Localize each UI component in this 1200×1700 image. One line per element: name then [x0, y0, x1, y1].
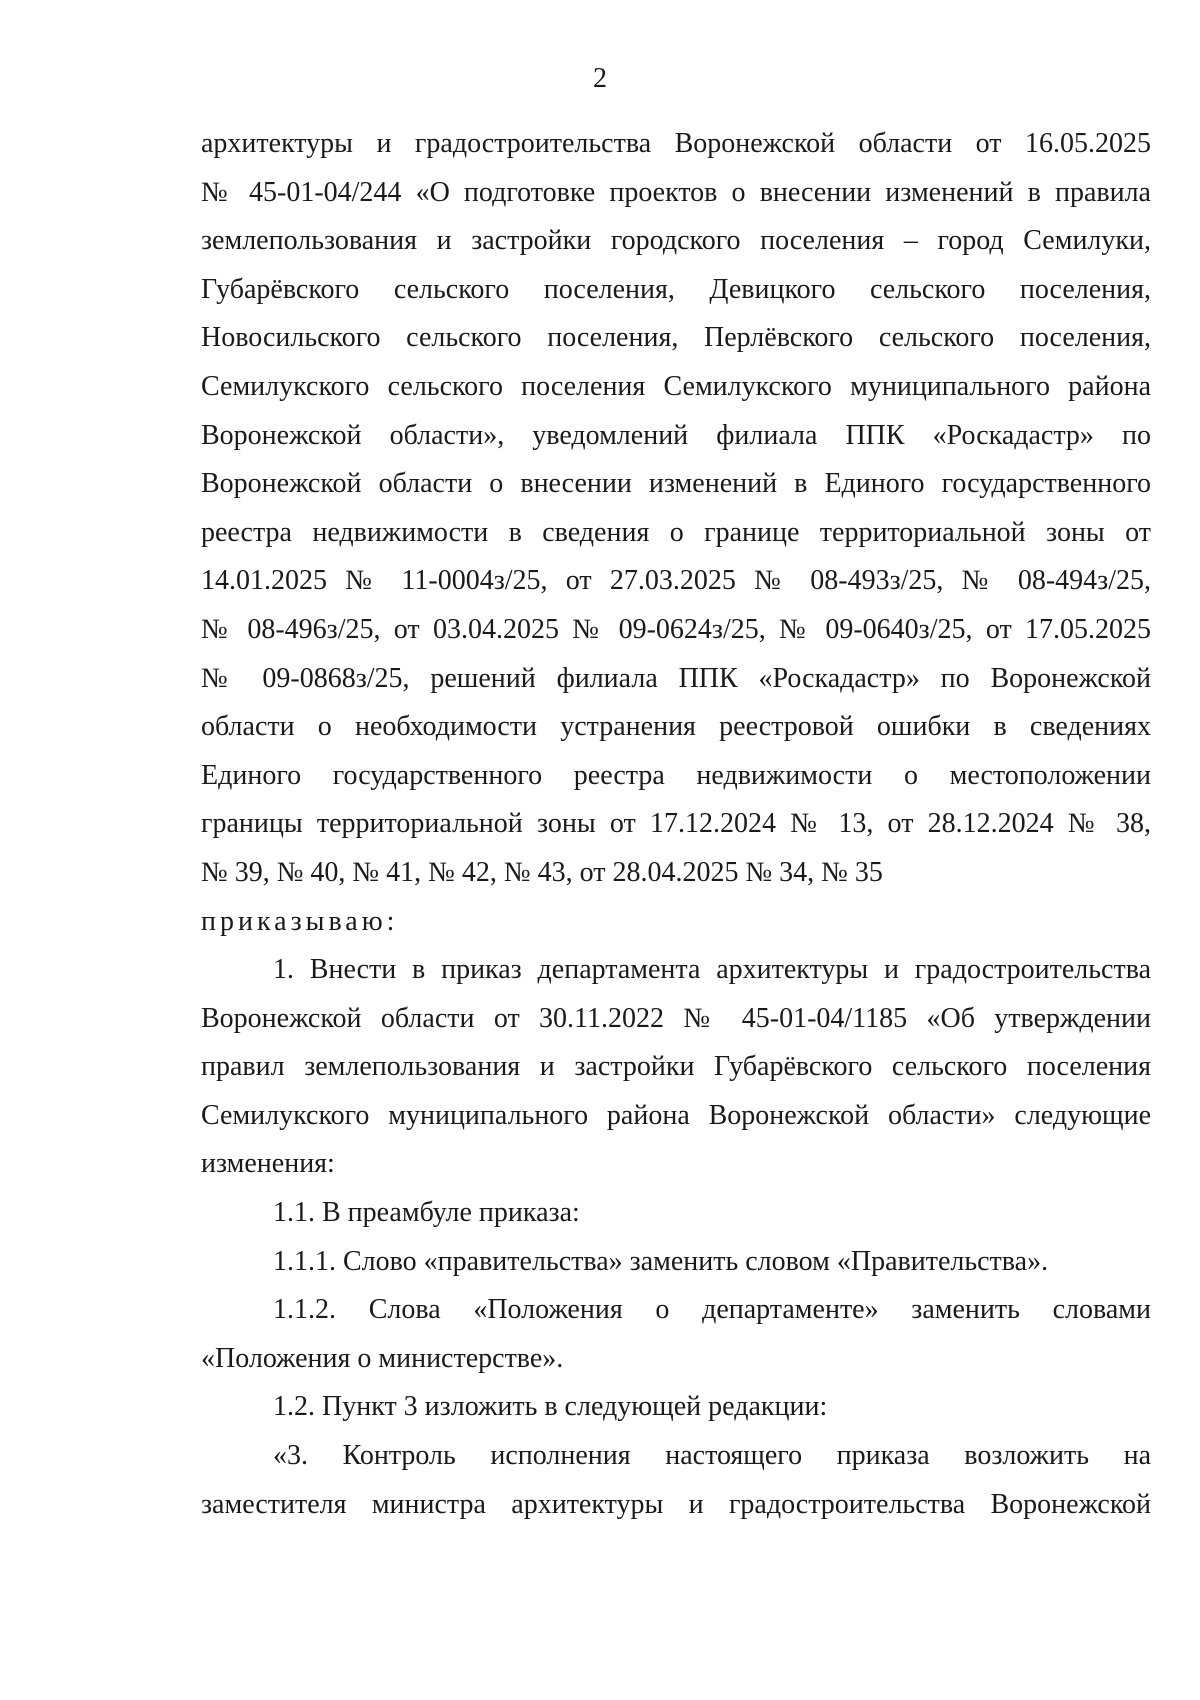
text-line: № 09-0868з/25, решений филиала ППК «Роскадастр» по Воронежской — [201, 662, 1151, 694]
text-line: № 45-01-04/244 «О подготовке проектов о внесении изменений в правила — [201, 176, 1151, 208]
clause-1: 1. Внести в приказ департамента архитектуры и градостроительства — [273, 954, 1151, 986]
clause-1-1-1: 1.1.1. Слово «правительства» заменить словом «Правительства». — [273, 1245, 1049, 1277]
text-line: землепользования и застройки городского поселения – город Семилуки, — [201, 225, 1151, 257]
text-line: Единого государственного реестра недвижимости о местоположении — [201, 759, 1151, 791]
text-line: реестра недвижимости в сведения о границе территориальной зоны от — [201, 516, 1151, 548]
text-line: границы территориальной зоны от 17.12.2024 № 13, от 28.12.2024 № 38, — [201, 808, 1151, 840]
text-line: Семилукского сельского поселения Семилукского муниципального района — [201, 370, 1151, 402]
page-number: 2 — [593, 63, 607, 94]
text-line: 14.01.2025 № 11-0004з/25, от 27.03.2025 № 08-493з/25, № 08-494з/25, — [201, 565, 1151, 597]
text-line: Губарёвского сельского поселения, Девицкого сельского поселения, — [201, 273, 1151, 305]
clause-1-1-2: 1.1.2. Слова «Положения о департаменте» заменить словами — [273, 1294, 1151, 1326]
text-line: Новосильского сельского поселения, Перлёвского сельского поселения, — [201, 322, 1151, 354]
order-keyword: приказываю: — [201, 905, 399, 937]
text-line: Семилукского муниципального района Воронежской области» следующие — [201, 1099, 1151, 1131]
text-line: Воронежской области», уведомлений филиала ППК «Роскадастр» по — [201, 419, 1151, 451]
text-line: изменения: — [201, 1148, 335, 1180]
document-body — [201, 120, 1151, 1529]
text-line: Воронежской области о внесении изменений в Единого государственного — [201, 468, 1151, 500]
quoted-clause-3: «3. Контроль исполнения настоящего приказа возложить на — [273, 1440, 1151, 1472]
clause-1-1: 1.1. В преамбуле приказа: — [273, 1197, 580, 1229]
text-line: правил землепользования и застройки Губарёвского сельского поселения — [201, 1051, 1151, 1083]
text-line: области о необходимости устранения реестровой ошибки в сведениях — [201, 711, 1151, 743]
text-line: заместителя министра архитектуры и градостроительства Воронежской — [201, 1488, 1151, 1520]
text-line: № 39, № 40, № 41, № 42, № 43, от 28.04.2025 № 34, № 35 — [201, 856, 883, 888]
text-line: «Положения о министерстве». — [201, 1342, 564, 1374]
text-line: Воронежской области от 30.11.2022 № 45-01-04/1185 «Об утверждении — [201, 1002, 1151, 1034]
text-line: № 08-496з/25, от 03.04.2025 № 09-0624з/25, № 09-0640з/25, от 17.05.2025 — [201, 613, 1151, 645]
clause-1-2: 1.2. Пункт 3 изложить в следующей редакции: — [273, 1391, 828, 1423]
text-line: архитектуры и градостроительства Воронежской области от 16.05.2025 — [201, 128, 1151, 159]
